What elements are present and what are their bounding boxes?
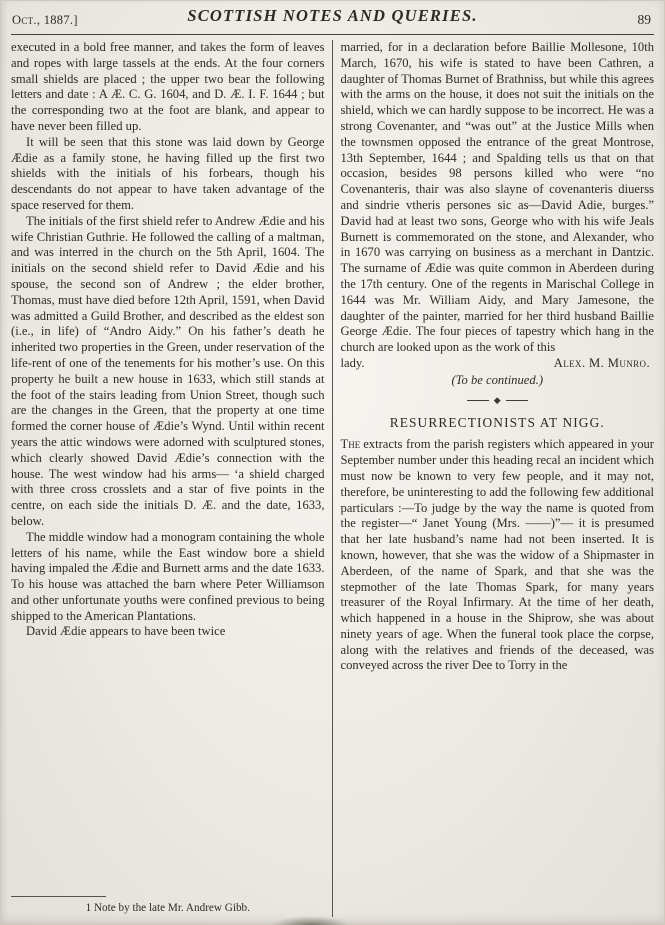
journal-title: SCOTTISH NOTES AND QUERIES. bbox=[187, 6, 478, 25]
footnote: 1 Note by the late Mr. Andrew Gibb. bbox=[85, 902, 250, 915]
paragraph-end: lady. bbox=[340, 355, 365, 370]
page-number: 89 bbox=[637, 12, 651, 27]
paragraph: married, for in a declaration before Baillie Mollesone, 10th March, 1670, his wife is stated to have been Cathren, a daughter of Thomas Burnet of Brathniss, but while this agrees with the arms on the house, it does not suit the initials on the shield, which we can hardly suppose to be incorrect. He was a strong Covenanter, and “was out” at the Justice Mills when the townsmen opposed the entrance of the great Montrose, 13th September, 1644 ; and Spalding tells us that on that occasion, besides 98 persons killed who were “no Covenanteris, thair was also slayne of covenanteris diuerss and sindrie vtheris persones sic as—David Adie, burges.” David had at least two sons, George who with his wife Jeals Burnett is commemorated on the stone, and Alexander, who in 1670 was carrying on business as a merchant in Dantzic. The surname of Ædie was quite common in Aberdeen during the 17th century. One of the regents in Marischal College in 1644 was Mr. William Aidy, and Mary Jamesone, the daughter of the painter, married for her third husband Baillie George Ædie. The four pieces of tapestry which hang in the church are looked upon as the work of this bbox=[340, 40, 654, 355]
paragraph: The middle window had a monogram containing the whole letters of his name, while the East window bore a shield having impaled the Ædie and Burnett arms and the date 1633. To his house was attached the barn where Peter Williamson and other unfortunate youths were confined previous to being shipped to the American Plantations. bbox=[11, 529, 325, 623]
scan-smudge bbox=[272, 916, 350, 925]
left-column bbox=[11, 40, 332, 917]
article-heading: RESURRECTIONISTS AT NIGG. bbox=[389, 414, 605, 430]
signature-line bbox=[341, 356, 655, 372]
author-signature: Alex. M. Munro. bbox=[553, 355, 650, 370]
paragraph: The initials of the first shield refer to Andrew Ædie and his wife Christian Guthrie. He followed the calling of a maltman, and was interred in the church on the 5th April, 1604. The initials on the second shield refer to David Ædie and his spouse, the second son of Andrew ; the elder brother, Thomas, must have died before 12th April, 1591, when David was admitted a Guild Brother, and described as the eldest son (i.e., in life) of “Andro Aidy.” On his father’s death he inherited two properties in the Green, under reservation of the life-rent of one of the tenements for his mother’s use. On this property he built a new house in 1633, which still stands at the foot of the stairs leading from Union Street, though such are the changes in the Green, that the property at one time formed the corner house of Ædie’s Wynd. Until within recent years the attic windows were adorned with sculptured stones, which clearly showed David Ædie’s connection with the house. The west window had his arms— ‘a shield charged with three cross crosslets and a star of five points in the centre, on each side the initials D. Æ. and the date, 1633, below. bbox=[11, 213, 325, 528]
divider-line bbox=[467, 400, 489, 401]
paragraph: David Ædie appears to have been twice bbox=[26, 624, 226, 639]
issue-date: Oct., 1887.] bbox=[12, 13, 78, 27]
lead-word: The bbox=[340, 437, 361, 452]
footnote-rule bbox=[11, 896, 106, 897]
diamond-icon: ◆ bbox=[493, 394, 501, 405]
page-columns bbox=[11, 35, 654, 917]
paragraph bbox=[341, 437, 655, 674]
right-column bbox=[333, 40, 655, 917]
paragraph: executed in a bold free manner, and takes the form of leaves and ropes with large tassels at the ends. At the four corners small shields are placed ; the upper two bear the following letters and date : A Æ. C. G. 1604, and D. Æ. I. F. 1644 ; but the corresponding two at the foot are blank, and appear to have never been filled up. bbox=[11, 40, 325, 133]
section-divider bbox=[341, 396, 655, 405]
paragraph-text: extracts from the parish registers which appeared in your September number under this heading recal an incident which must now be known to very few people, and it may not, therefore, be uninteresting to add the following few additional particulars :—To judge by the way the name is quoted from the register—“ Janet Young (Mrs. ——)”— it is presumed that her late husband’s name had not been inserted. It is known, however, that she was the widow of a Shipmaster in Aberdeen, of the name of Spark, and that she was the stepmother of the late Thomas Spark, for many years treasurer of the Royal Infirmary. At the time of her death, which happened in a house in the Shiprow, she was about ninety years of age. When the funeral took place the corpse, along with the relatives and friends of the deceased, was conveyed across the river Dee to Torry in the bbox=[340, 437, 654, 673]
divider-line bbox=[506, 400, 528, 401]
page-header bbox=[11, 8, 654, 31]
continued-note: (To be continued.) bbox=[451, 372, 544, 387]
footnote-block bbox=[11, 890, 325, 917]
paragraph: It will be seen that this stone was laid down by George Ædie as a family stone, he having filled up the first two shields with the initials of his forbears, though his descendants do not appear to have taken advantage of the space reserved for them. bbox=[11, 134, 325, 212]
